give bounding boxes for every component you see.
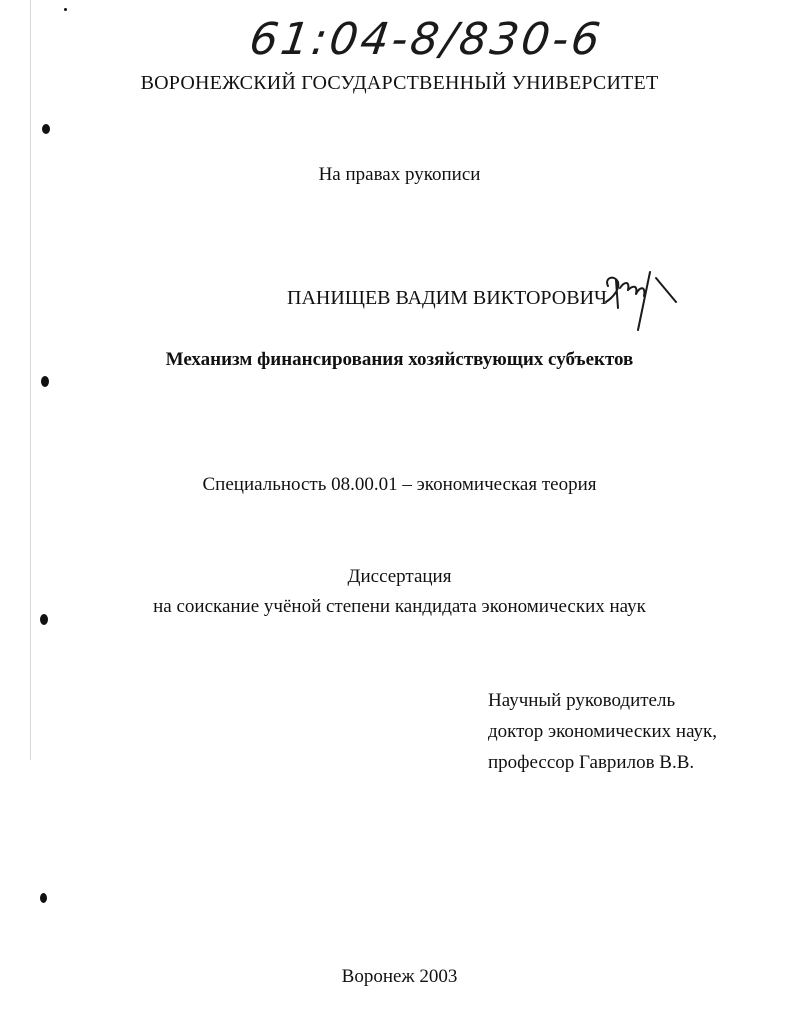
scan-edge-line (30, 0, 31, 760)
supervisor-name: профессор Гаврилов В.В. (488, 752, 695, 773)
speciality-line: Специальность 08.00.01 – экономическая теория (202, 474, 597, 495)
binding-hole-mark (42, 124, 50, 134)
supervisor-degree: доктор экономических наук, (488, 721, 718, 742)
author-signature (598, 268, 682, 332)
degree-line: на соискание учёной степени кандидата экономических наук (153, 596, 646, 617)
city-year: Воронеж 2003 (341, 966, 458, 987)
binding-hole-mark (41, 376, 49, 387)
dissertation-label: Диссертация (347, 566, 452, 587)
supervisor-role: Научный руководитель (488, 690, 676, 711)
thesis-title: Механизм финансирования хозяйствующих субъектов (165, 349, 634, 370)
binding-hole-mark (40, 893, 47, 903)
scan-speck (64, 8, 67, 11)
university-name: ВОРОНЕЖСКИЙ ГОСУДАРСТВЕННЫЙ УНИВЕРСИТЕТ (140, 72, 659, 94)
author-name: ПАНИЩЕВ ВАДИМ ВИКТОРОВИЧ (287, 287, 608, 309)
rights-note: На правах рукописи (318, 164, 481, 185)
archive-code-handwritten: 61:04-8/830-6 (246, 14, 606, 65)
